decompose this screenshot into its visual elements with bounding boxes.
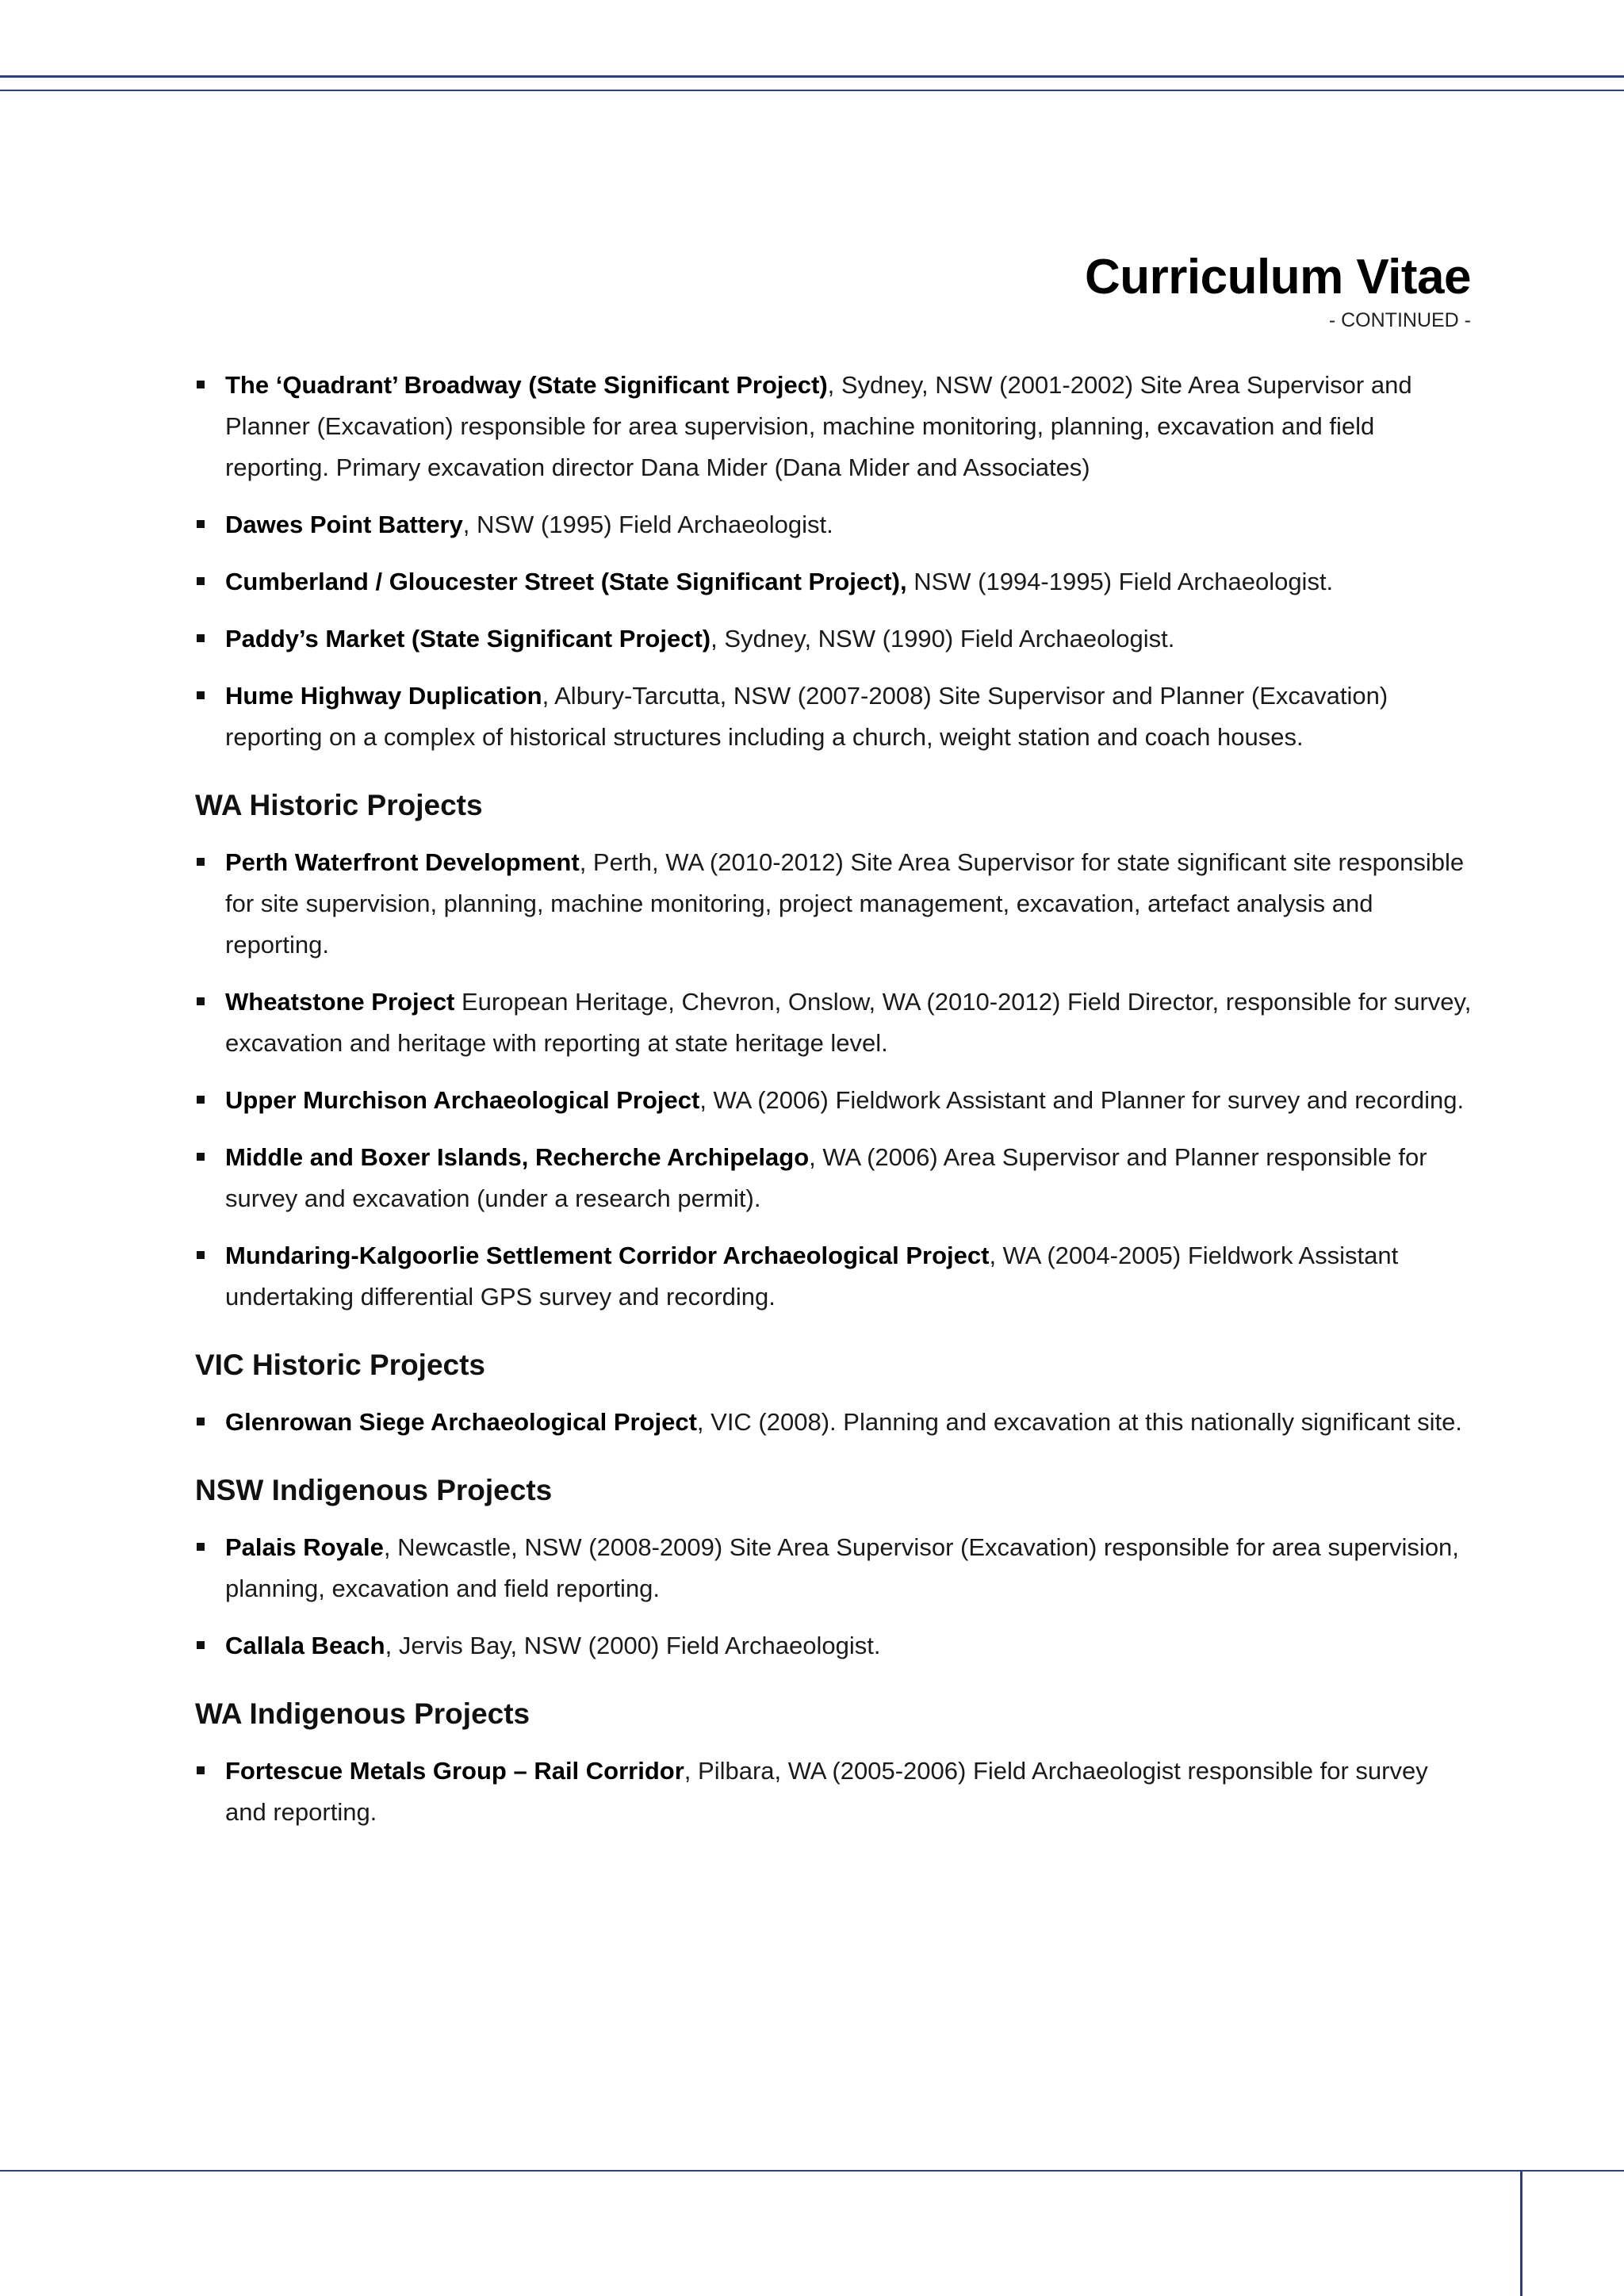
project-title: The ‘Quadrant’ Broadway (State Significant Project) bbox=[225, 371, 828, 399]
document-body bbox=[195, 365, 1472, 1862]
list-item bbox=[195, 365, 1472, 488]
list-item bbox=[195, 1137, 1472, 1219]
square-bullet-icon bbox=[197, 691, 205, 699]
square-bullet-icon bbox=[197, 1096, 205, 1104]
project-description: , WA (2004-2005) Fieldwork Assistant undertaking differential GPS survey and recording. bbox=[225, 1242, 1399, 1311]
list-item bbox=[195, 1625, 1472, 1667]
project-title: Glenrowan Siege Archaeological Project bbox=[225, 1408, 697, 1436]
project-list bbox=[195, 842, 1472, 1318]
list-item bbox=[195, 1080, 1472, 1121]
section bbox=[195, 1471, 1472, 1667]
project-list bbox=[195, 1751, 1472, 1833]
project-title: Paddy’s Market (State Significant Project) bbox=[225, 625, 711, 652]
square-bullet-icon bbox=[197, 1418, 205, 1425]
square-bullet-icon bbox=[197, 634, 205, 642]
project-description: , Jervis Bay, NSW (2000) Field Archaeologist. bbox=[385, 1632, 881, 1659]
square-bullet-icon bbox=[197, 1641, 205, 1649]
square-bullet-icon bbox=[197, 858, 205, 866]
section bbox=[195, 786, 1472, 1318]
list-item bbox=[195, 618, 1472, 660]
project-description: , NSW (1995) Field Archaeologist. bbox=[462, 511, 833, 538]
document-subtitle: - CONTINUED - bbox=[1328, 309, 1471, 331]
project-title: Callala Beach bbox=[225, 1632, 385, 1659]
square-bullet-icon bbox=[197, 997, 205, 1005]
project-description: NSW (1994-1995) Field Archaeologist. bbox=[906, 568, 1334, 595]
square-bullet-icon bbox=[197, 1766, 205, 1774]
project-description: , Pilbara, WA (2005-2006) Field Archaeologist responsible for survey and reporting. bbox=[225, 1757, 1428, 1826]
project-title: Mundaring-Kalgoorlie Settlement Corridor Archaeological Project bbox=[225, 1242, 990, 1269]
project-title: Wheatstone Project bbox=[225, 988, 455, 1016]
bottom-vertical-rule bbox=[1520, 2170, 1522, 2296]
document-title: Curriculum Vitae bbox=[1084, 250, 1471, 304]
section bbox=[195, 365, 1472, 758]
list-item bbox=[195, 1235, 1472, 1318]
section-heading: WA Indigenous Projects bbox=[195, 1697, 530, 1730]
project-description: , VIC (2008). Planning and excavation at this nationally significant site. bbox=[696, 1408, 1462, 1436]
project-description: , Sydney, NSW (1990) Field Archaeologist. bbox=[710, 625, 1175, 652]
project-list bbox=[195, 365, 1472, 758]
project-description: , WA (2006) Area Supervisor and Planner responsible for survey and excavation (under a research permit). bbox=[225, 1143, 1427, 1212]
list-item bbox=[195, 1402, 1472, 1443]
project-title: Hume Highway Duplication bbox=[225, 682, 542, 710]
bottom-rule bbox=[0, 2170, 1624, 2172]
project-title: Palais Royale bbox=[225, 1533, 384, 1561]
square-bullet-icon bbox=[197, 1153, 205, 1161]
list-item bbox=[195, 1527, 1472, 1609]
project-title: Dawes Point Battery bbox=[225, 511, 463, 538]
project-list bbox=[195, 1402, 1472, 1443]
square-bullet-icon bbox=[197, 1251, 205, 1259]
list-item bbox=[195, 1751, 1472, 1833]
project-description: , Sydney, NSW (2001-2002) Site Area Supervisor and Planner (Excavation) responsible for area supervision, machine monitoring, planning, excavation and field reporting. Primary excavation director Dana Mider (Dana Mider and Associates) bbox=[225, 371, 1412, 481]
project-description: , WA (2006) Fieldwork Assistant and Planner for survey and recording. bbox=[699, 1086, 1465, 1114]
document-header bbox=[1085, 247, 1471, 333]
project-title: Cumberland / Gloucester Street (State Significant Project), bbox=[225, 568, 907, 595]
project-description: , Perth, WA (2010-2012) Site Area Supervisor for state significant site responsible for site supervision, planning, machine monitoring, project management, excavation, artefact analysis and reporting. bbox=[225, 848, 1465, 959]
list-item bbox=[195, 842, 1472, 966]
project-title: Upper Murchison Archaeological Project bbox=[225, 1086, 700, 1114]
project-description: , Albury-Tarcutta, NSW (2007-2008) Site Supervisor and Planner (Excavation) reporting on a complex of historical structures including a church, weight station and coach houses. bbox=[225, 682, 1388, 751]
project-description: European Heritage, Chevron, Onslow, WA (2010-2012) Field Director, responsible for survey, excavation and heritage with reporting at state heritage level. bbox=[225, 988, 1472, 1057]
square-bullet-icon bbox=[197, 1543, 205, 1551]
section bbox=[195, 1346, 1472, 1443]
section-heading: WA Historic Projects bbox=[195, 789, 483, 821]
top-rule-primary bbox=[0, 75, 1624, 78]
section-heading: NSW Indigenous Projects bbox=[195, 1474, 553, 1506]
list-item bbox=[195, 982, 1472, 1064]
square-bullet-icon bbox=[197, 381, 205, 388]
project-title: Perth Waterfront Development bbox=[225, 848, 580, 876]
square-bullet-icon bbox=[197, 520, 205, 528]
section bbox=[195, 1695, 1472, 1833]
square-bullet-icon bbox=[197, 577, 205, 585]
list-item bbox=[195, 561, 1472, 603]
top-rule-secondary bbox=[0, 90, 1624, 91]
project-list bbox=[195, 1527, 1472, 1667]
list-item bbox=[195, 504, 1472, 545]
section-heading: VIC Historic Projects bbox=[195, 1349, 486, 1381]
project-description: , Newcastle, NSW (2008-2009) Site Area Supervisor (Excavation) responsible for area supervision, planning, excavation and field reporting. bbox=[225, 1533, 1459, 1602]
project-title: Middle and Boxer Islands, Recherche Archipelago bbox=[225, 1143, 810, 1171]
list-item bbox=[195, 675, 1472, 758]
project-title: Fortescue Metals Group – Rail Corridor bbox=[225, 1757, 684, 1785]
